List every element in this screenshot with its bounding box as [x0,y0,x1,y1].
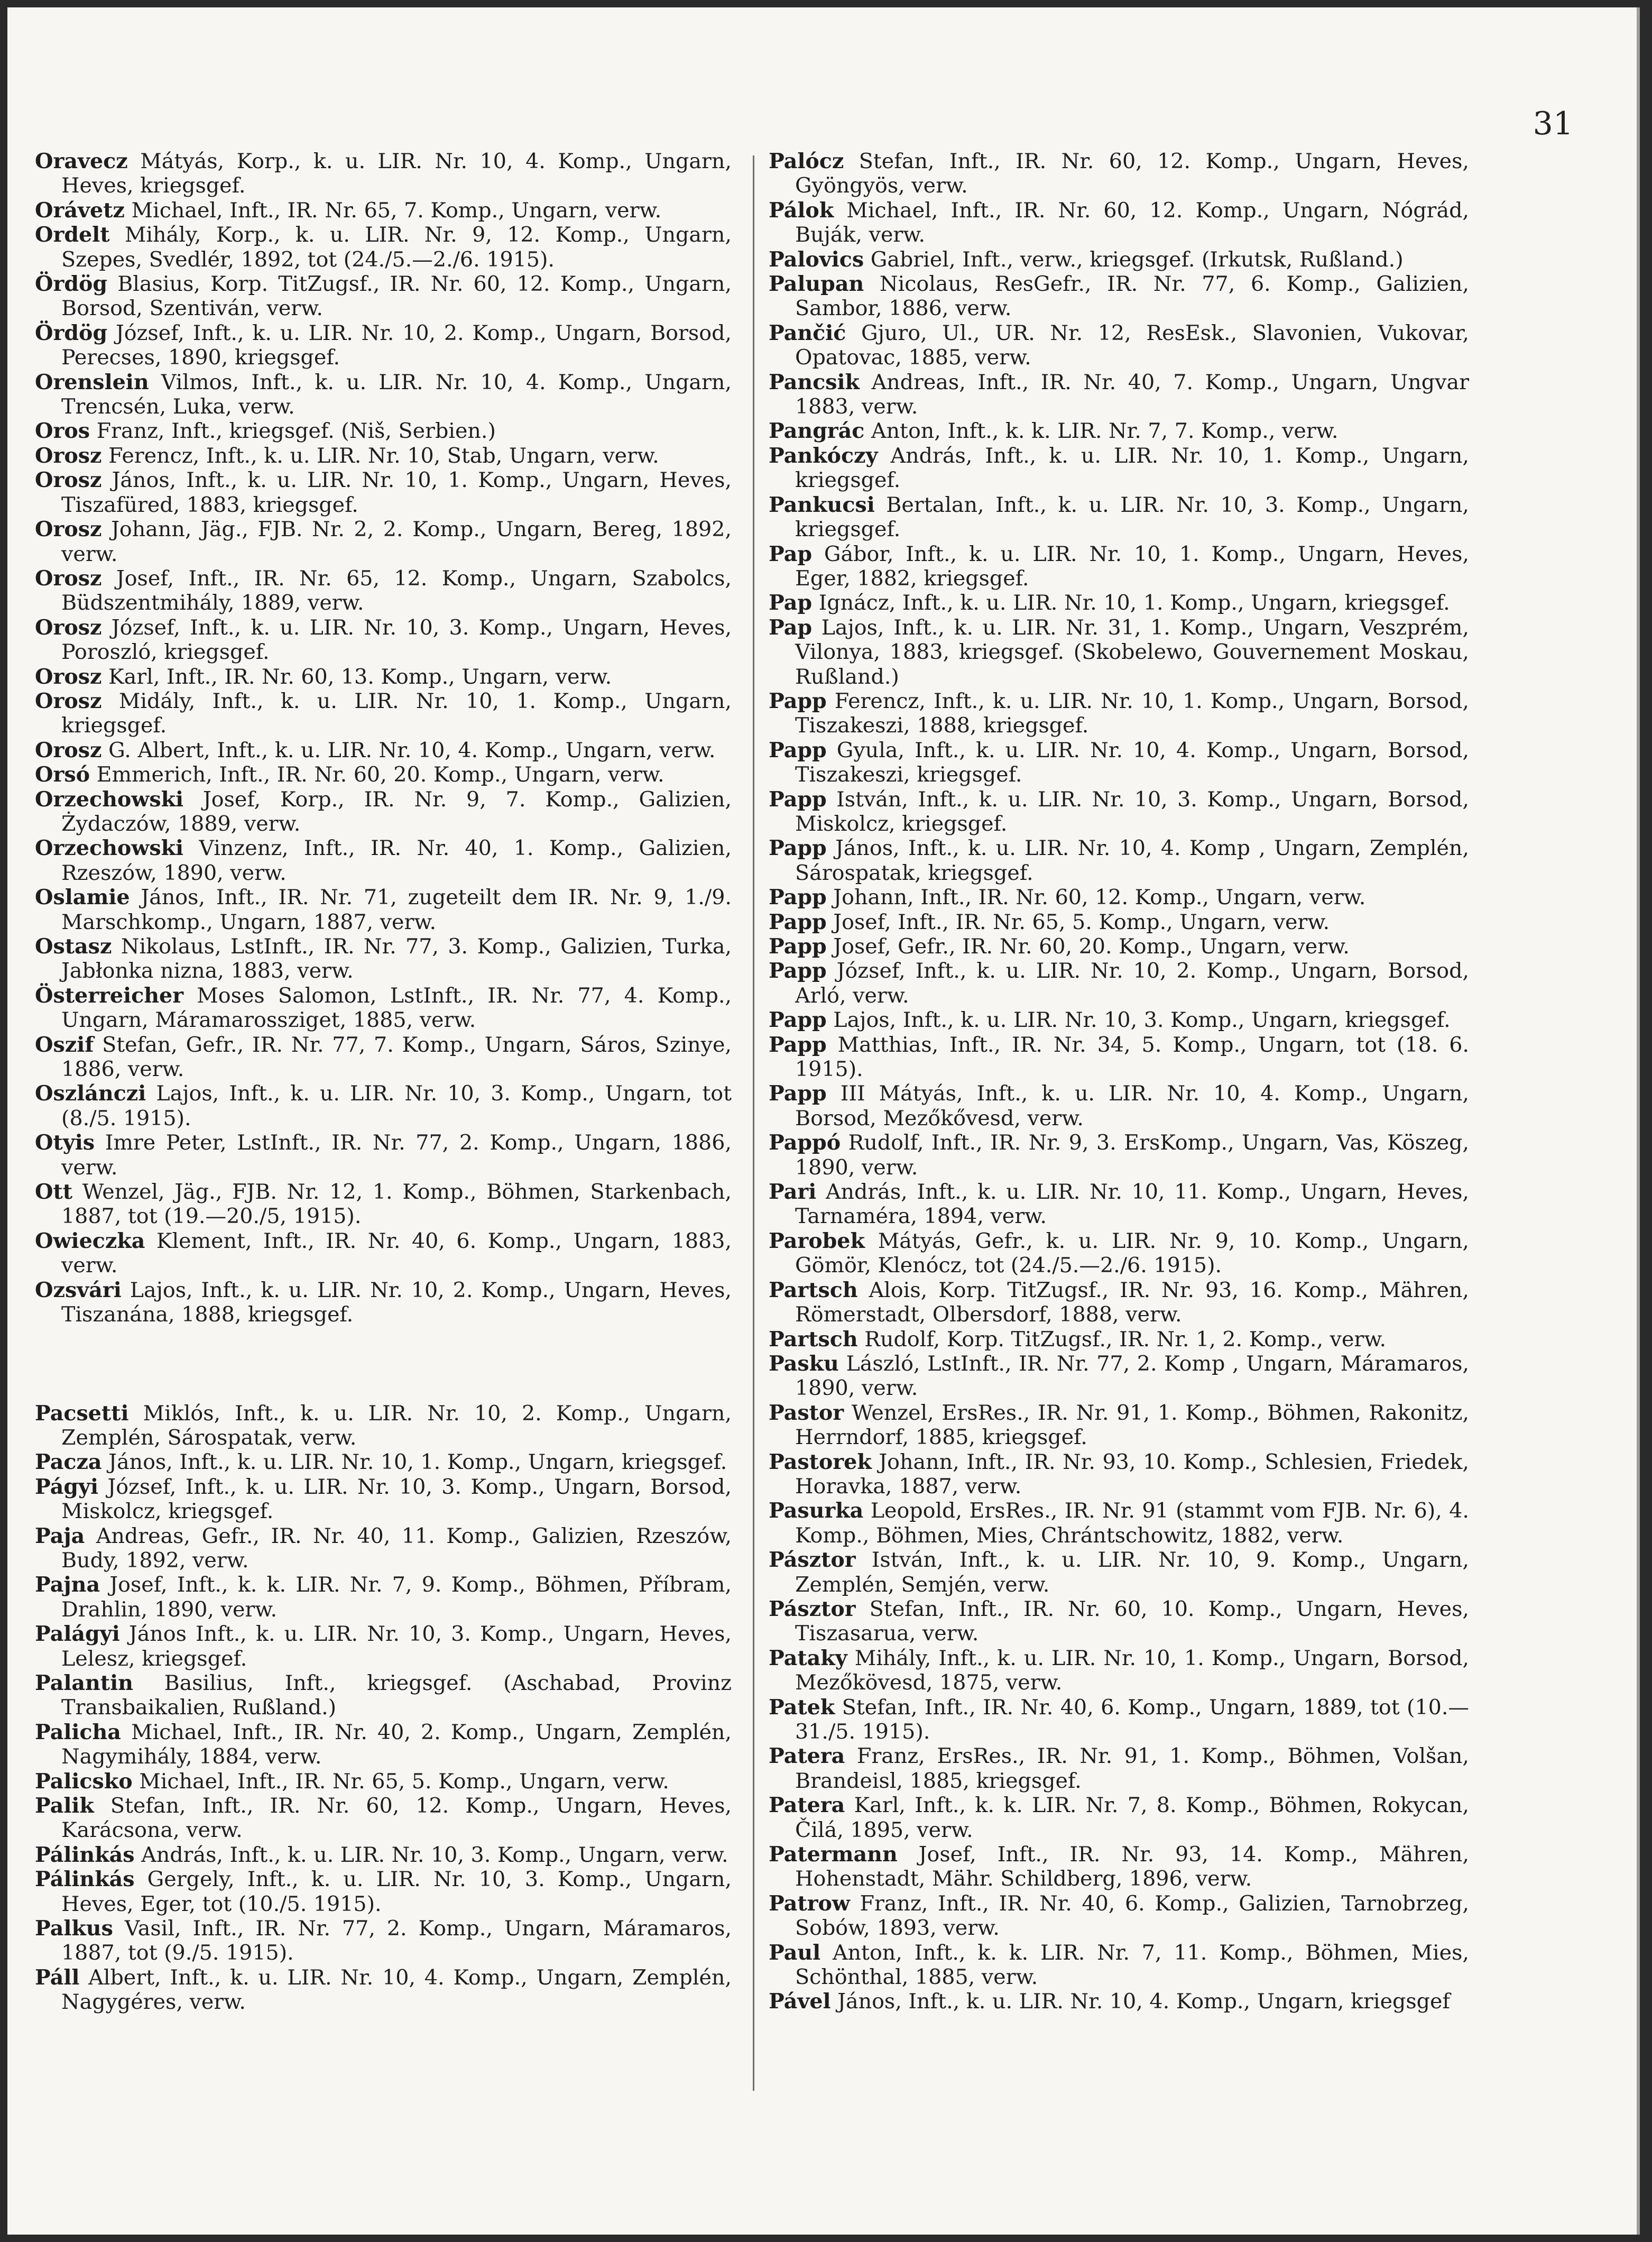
entry-details: III Mátyás, Inft., k. u. LIR. Nr. 10, 4. Komp., Ungarn, Borsod, Mezőkővesd, verw. [795,1081,1469,1131]
entry-surname: Papp [769,688,827,713]
register-entry [35,1081,732,1131]
entry-surname: Patermann [769,1842,898,1867]
register-entry [35,370,732,419]
entry-surname: Páll [35,1965,80,1990]
register-entry [35,934,732,984]
entry-surname: Pankóczy [769,443,878,468]
entry-surname: Pacsetti [35,1401,129,1426]
register-entry [35,321,732,370]
register-entry [769,1744,1469,1793]
entry-surname: Pap [769,615,813,640]
entry-details: Stefan, Inft., IR. Nr. 60, 10. Komp., Ungarn, Heves, Tiszasarua, verw. [795,1596,1469,1646]
entry-details: Josef, Korp., IR. Nr. 9, 7. Komp., Galizien, Żydaczów, 1889, verw. [61,787,732,836]
entry-details: István, Inft., k. u. LIR. Nr. 10, 9. Komp., Ungarn, Zemplén, Semjén, verw. [795,1548,1469,1597]
register-entry [35,566,732,615]
entry-surname: Pančić [769,320,846,345]
entry-surname: Partsch [769,1327,858,1352]
register-entry [769,836,1469,885]
entry-surname: Papp [769,959,827,984]
entry-surname: Pásztor [769,1596,856,1621]
entry-details: Mátyás, Gefr., k. u. LIR. Nr. 9, 10. Komp., Ungarn, Gömör, Klenócz, tot (24./5.—2./6. 1915). [795,1228,1469,1278]
entry-details: Emmerich, Inft., IR. Nr. 60, 20. Komp., Ungarn, verw. [96,762,665,787]
entry-surname: Pajna [35,1573,100,1597]
entry-surname: Owieczka [35,1228,145,1253]
entry-surname: Pangrác [769,419,865,444]
entry-surname: Pálinkás [35,1867,135,1892]
entry-details: Franz, Inft., kriegsgef. (Niš, Serbien.) [96,419,496,444]
register-entry [769,689,1469,738]
entry-details: Mátyás, Korp., k. u. LIR. Nr. 10, 4. Komp., Ungarn, Heves, kriegsgef. [61,149,732,198]
entry-surname: Papp [769,885,827,910]
entry-details: Stefan, Gefr., IR. Nr. 77, 7. Komp., Ungarn, Sáros, Szinye, 1886, verw. [61,1032,732,1082]
register-entry [769,1548,1469,1597]
register-entry [35,1573,732,1622]
entry-surname: Patera [769,1744,845,1769]
entry-details: Rudolf, Korp. TitZugsf., IR. Nr. 1, 2. Komp., verw. [864,1327,1387,1352]
register-entry [769,1842,1469,1891]
entry-details: Michael, Inft., IR. Nr. 65, 7. Komp., Ungarn, verw. [131,198,662,223]
entry-details: Leopold, ErsRes., IR. Nr. 91 (stammt vom FJB. Nr. 6), 4. Komp., Böhmen, Mies, Chrántschowitz, 1882, verw. [795,1499,1469,1548]
entry-details: Michael, Inft., IR. Nr. 40, 2. Komp., Ungarn, Zemplén, Nagymihály, 1884, verw. [61,1720,732,1769]
entry-surname: Pari [769,1180,817,1205]
register-entry [769,1597,1469,1646]
entry-details: János, Inft., k. u. LIR. Nr. 10, 1. Komp., Ungarn, Heves, Tiszafüred, 1883, kriegsgef. [61,468,732,517]
entry-surname: Orosz [35,443,102,468]
entry-surname: Ostasz [35,934,112,959]
entry-surname: Orosz [35,688,102,713]
entry-details: Imre Peter, LstInft., IR. Nr. 77, 2. Komp., Ungarn, 1886, verw. [61,1131,732,1180]
entry-details: Basilius, Inft., kriegsgef. (Aschabad, Provinz Transbaikalien, Rußland.) [61,1670,732,1720]
register-entry [769,1131,1469,1180]
entry-surname: Pap [769,541,813,566]
entry-details: Miklós, Inft., k. u. LIR. Nr. 10, 2. Komp., Ungarn, Zemplén, Sárospatak, verw. [61,1401,732,1450]
register-entry [35,1033,732,1082]
entry-details: Franz, ErsRes., IR. Nr. 91, 1. Komp., Böhmen, Volšan, Brandeisl, 1885, kriegsgef. [795,1744,1469,1793]
entry-surname: Pásztor [769,1548,856,1573]
register-entry [35,689,732,738]
entry-details: András, Inft., k. u. LIR. Nr. 10, 11. Komp., Ungarn, Heves, Tarnaméra, 1894, verw. [795,1180,1469,1229]
register-entry [769,272,1469,321]
entry-details: Midály, Inft., k. u. LIR. Nr. 10, 1. Komp., Ungarn, kriegsgef. [61,688,732,738]
entry-details: László, LstInft., IR. Nr. 77, 2. Komp , Ungarn, Máramaros, 1890, verw. [795,1351,1469,1401]
entry-details: József, Inft., k. u. LIR. Nr. 10, 3. Komp., Ungarn, Borsod, Miskolcz, kriegsgef. [61,1474,732,1524]
entry-surname: Paul [769,1940,821,1965]
entry-surname: Orsó [35,762,90,787]
entry-details: Gergely, Inft., k. u. LIR. Nr. 10, 3. Komp., Ungarn, Heves, Eger, tot (10./5. 1915). [61,1867,732,1916]
register-entry [769,1989,1469,2014]
entry-surname: Patrow [769,1891,850,1916]
entry-surname: Pastor [769,1400,844,1425]
register-entry [35,738,732,762]
register-entry [769,1352,1469,1401]
register-entry [35,1794,732,1843]
entry-details: Vinzenz, Inft., IR. Nr. 40, 1. Komp., Galizien, Rzeszów, 1890, verw. [61,836,732,885]
register-entry [35,787,732,837]
entry-details: Anton, Inft., k. k. LIR. Nr. 7, 7. Komp., verw. [871,419,1339,444]
register-entry [35,1180,732,1229]
entry-details: Nikolaus, LstInft., IR. Nr. 77, 3. Komp., Galizien, Turka, Jabłonka nizna, 1883, verw. [61,934,732,984]
entry-surname: Orosz [35,664,102,689]
register-entry [35,1867,732,1916]
entry-details: István, Inft., k. u. LIR. Nr. 10, 3. Komp., Ungarn, Borsod, Miskolcz, kriegsgef. [795,787,1470,836]
entry-surname: Orzechowski [35,787,184,812]
register-entry [35,762,732,787]
entry-details: Ferencz, Inft., k. u. LIR. Nr. 10, Stab, Ungarn, verw. [108,443,659,468]
entry-surname: Papp [769,1008,827,1033]
entry-surname: Orenslein [35,370,149,394]
register-entry [769,1327,1469,1352]
entry-surname: Palovics [769,247,864,272]
register-entry [35,1278,732,1327]
entry-details: Stefan, Inft., IR. Nr. 60, 12. Komp., Ungarn, Heves, Karácsona, verw. [61,1794,732,1843]
register-entry [769,910,1469,934]
entry-details: Stefan, Inft., IR. Nr. 40, 6. Komp., Ungarn, 1889, tot (10.—31./5. 1915). [795,1695,1469,1744]
entry-details: Klement, Inft., IR. Nr. 40, 6. Komp., Ungarn, 1883, verw. [61,1228,732,1278]
register-entry [769,198,1469,247]
register-entry [769,1401,1469,1450]
register-entry [769,738,1469,787]
entry-surname: Papp [769,787,827,812]
entry-details: Wenzel, ErsRes., IR. Nr. 91, 1. Komp., Böhmen, Rakonitz, Herrndorf, 1885, kriegsgef. [795,1400,1469,1450]
entry-details: Vilmos, Inft., k. u. LIR. Nr. 10, 4. Komp., Ungarn, Trencsén, Luka, verw. [61,370,732,419]
entry-surname: Oslamie [35,885,130,910]
entry-surname: Ördög [35,272,108,297]
register-entry [769,493,1469,542]
entry-surname: Palágyi [35,1622,120,1647]
entry-details: Vasil, Inft., IR. Nr. 77, 2. Komp., Ungarn, Máramaros, 1887, tot (9./5. 1915). [61,1916,732,1965]
entry-details: János, Inft., k. u. LIR. Nr. 10, 4. Komp , Ungarn, Zemplén, Sárospatak, kriegsgef. [795,836,1469,885]
entry-surname: Paja [35,1523,85,1548]
register-entry [35,615,732,665]
entry-details: Bertalan, Inft., k. u. LIR. Nr. 10, 3. Komp., Ungarn, kriegsgef. [795,492,1469,542]
register-entry [35,1720,732,1769]
register-entry [35,1524,732,1573]
register-entry [35,1450,732,1474]
left-column [35,149,732,2015]
entry-details: Karl, Inft., k. k. LIR. Nr. 7, 8. Komp., Böhmen, Rokycan, Čilá, 1895, verw. [795,1793,1469,1842]
register-entry [769,1695,1469,1744]
entry-details: G. Albert, Inft., k. u. LIR. Nr. 10, 4. Komp., Ungarn, verw. [108,738,716,762]
entry-details: Rudolf, Inft., IR. Nr. 9, 3. ErsKomp., Ungarn, Vas, Köszeg, 1890, verw. [795,1131,1469,1180]
entry-details: Albert, Inft., k. u. LIR. Nr. 10, 4. Komp., Ungarn, Zemplén, Nagygéres, verw. [61,1965,732,2015]
entry-details: Matthias, Inft., IR. Nr. 34, 5. Komp., Ungarn, tot (18. 6. 1915). [795,1032,1469,1082]
entry-surname: Pável [769,1989,831,2014]
entry-details: Johann, Inft., IR. Nr. 60, 12. Komp., Ungarn, verw. [833,885,1366,910]
entry-surname: Oravecz [35,149,128,173]
register-entry [35,1131,732,1180]
entry-surname: Pálinkás [35,1842,135,1867]
entry-surname: Papp [769,738,827,762]
register-entry [769,1278,1469,1327]
entry-details: Gabriel, Inft., verw., kriegsgef. (Irkutsk, Rußland.) [870,247,1404,272]
entry-details: Josef, Inft., IR. Nr. 93, 14. Komp., Mähren, Hohenstadt, Mähr. Schildberg, 1896, verw. [795,1842,1469,1891]
entry-details: Wenzel, Jäg., FJB. Nr. 12, 1. Komp., Böhmen, Starkenbach, 1887, tot (19.—20./5, 1915). [61,1180,732,1229]
register-entry [769,419,1469,443]
entry-details: József, Inft., k. u. LIR. Nr. 10, 2. Komp., Ungarn, Borsod, Arló, verw. [795,959,1469,1008]
section-gap [35,1327,732,1401]
entry-details: János, Inft., k. u. LIR. Nr. 10, 1. Komp., Ungarn, kriegsgef. [108,1450,727,1475]
entry-surname: Papp [769,1081,827,1106]
register-entry [35,984,732,1033]
register-entry [35,468,732,517]
entry-surname: Partsch [769,1278,858,1302]
register-entry [35,272,732,321]
register-entry [35,198,732,223]
entry-details: Gábor, Inft., k. u. LIR. Nr. 10, 1. Komp., Ungarn, Heves, Eger, 1882, kriegsgef. [795,541,1469,591]
register-entry [769,1646,1469,1695]
entry-details: József, Inft., k. u. LIR. Nr. 10, 3. Komp., Ungarn, Heves, Poroszló, kriegsgef. [61,615,732,665]
entry-details: Gyula, Inft., k. u. LIR. Nr. 10, 4. Komp., Ungarn, Borsod, Tiszakeszi, kriegsgef. [795,738,1469,787]
entry-details: József, Inft., k. u. LIR. Nr. 10, 2. Komp., Ungarn, Borsod, Perecses, 1890, kriegsgef. [61,320,732,370]
register-entry [769,1081,1469,1131]
entry-surname: Pacza [35,1450,102,1475]
entry-details: Lajos, Inft., k. u. LIR. Nr. 10, 2. Komp., Ungarn, Heves, Tiszanána, 1888, kriegsgef. [61,1278,732,1327]
entry-details: Michael, Inft., IR. Nr. 60, 12. Komp., Ungarn, Nógrád, Buják, verw. [795,198,1469,247]
entry-surname: Papp [769,1032,827,1057]
register-entry [769,247,1469,272]
entry-surname: Pastorek [769,1449,872,1474]
register-entry [769,591,1469,615]
entry-details: Ferencz, Inft., k. u. LIR. Nr. 10, 1. Komp., Ungarn, Borsod, Tiszakeszi, 1888, kriegsgef. [795,688,1469,738]
register-entry [35,1965,732,2015]
register-entry [769,885,1469,909]
entry-details: Josef, Inft., IR. Nr. 65, 12. Komp., Ungarn, Szabolcs, Büdszentmihály, 1889, verw. [61,566,732,615]
register-entry [769,1229,1469,1278]
entry-surname: Pálok [769,198,834,223]
entry-surname: Pasurka [769,1499,864,1523]
entry-surname: Palantin [35,1670,133,1695]
register-entry [35,444,732,468]
entry-details: András, Inft., k. u. LIR. Nr. 10, 3. Komp., Ungarn, verw. [141,1842,728,1867]
register-entry [35,885,732,934]
entry-details: János, Inft., IR. Nr. 71, zugeteilt dem IR. Nr. 9, 1./9. Marschkomp., Ungarn, 1887, verw. [61,885,732,934]
entry-surname: Palicsko [35,1769,133,1794]
entry-details: Lajos, Inft., k. u. LIR. Nr. 31, 1. Komp., Ungarn, Veszprém, Vilonya, 1883, kriegsgef. (Skobelewo, Gouvernement Moskau, Rußland.) [795,615,1469,689]
register-entry [35,1401,732,1450]
entry-details: Ignácz, Inft., k. u. LIR. Nr. 10, 1. Komp., Ungarn, kriegsgef. [818,591,1450,615]
entry-surname: Palkus [35,1916,113,1941]
register-entry [35,1916,732,1965]
entry-surname: Palócz [769,149,844,173]
register-entry [769,1499,1469,1548]
entry-details: Karl, Inft., IR. Nr. 60, 13. Komp., Ungarn, verw. [108,664,612,689]
entry-details: Josef, Inft., IR. Nr. 65, 5. Komp., Ungarn, verw. [833,909,1330,934]
entry-surname: Pap [769,591,813,615]
register-entry [35,836,732,885]
register-entry [35,1229,732,1278]
entry-surname: Pataky [769,1646,847,1670]
entry-surname: Ott [35,1180,73,1205]
entry-details: Josef, Gefr., IR. Nr. 60, 20. Komp., Ungarn, verw. [833,934,1350,959]
entry-surname: Orosz [35,615,102,640]
entry-details: Stefan, Inft., IR. Nr. 60, 12. Komp., Ungarn, Heves, Gyöngyös, verw. [795,149,1469,198]
entry-details: Moses Salomon, LstInft., IR. Nr. 77, 4. Komp., Ungarn, Máramarossziget, 1885, verw. [61,983,732,1033]
entry-details: Anton, Inft., k. k. LIR. Nr. 7, 11. Komp., Böhmen, Mies, Schönthal, 1885, verw. [795,1940,1469,1990]
register-entry [769,615,1469,689]
entry-surname: Orosz [35,517,102,542]
register-entry [35,1769,732,1794]
register-entry [769,1793,1469,1842]
entry-surname: Pasku [769,1351,839,1376]
entry-surname: Otyis [35,1131,95,1155]
entry-details: Lajos, Inft., k. u. LIR. Nr. 10, 3. Komp., Ungarn, kriegsgef. [833,1008,1451,1033]
entry-details: Mihály, Inft., k. u. LIR. Nr. 10, 1. Komp., Ungarn, Borsod, Mezőkövesd, 1875, verw. [795,1646,1469,1695]
entry-surname: Parobek [769,1228,865,1253]
register-entry [769,959,1469,1008]
entry-surname: Oszlánczi [35,1081,146,1106]
entry-details: Lajos, Inft., k. u. LIR. Nr. 10, 3. Komp., Ungarn, tot (8./5. 1915). [61,1081,732,1131]
entry-details: Johann, Inft., IR. Nr. 93, 10. Komp., Schlesien, Friedek, Horavka, 1887, verw. [795,1449,1469,1499]
entry-details: Blasius, Korp. TitZugsf., IR. Nr. 60, 12. Komp., Ungarn, Borsod, Szentiván, verw. [61,272,732,321]
register-entry [769,934,1469,959]
register-entry [35,517,732,566]
entry-details: Nicolaus, ResGefr., IR. Nr. 77, 6. Komp., Galizien, Sambor, 1886, verw. [795,272,1469,321]
register-entry [35,1671,732,1720]
entry-surname: Pappó [769,1131,841,1155]
register-entry [769,787,1469,837]
entry-surname: Orzechowski [35,836,184,861]
entry-surname: Orávetz [35,198,125,223]
entry-surname: Palicha [35,1720,121,1744]
entry-details: Michael, Inft., IR. Nr. 65, 5. Komp., Ungarn, verw. [139,1769,669,1794]
document-page [7,7,1640,2235]
entry-surname: Ordelt [35,223,110,247]
entry-details: Josef, Inft., k. k. LIR. Nr. 7, 9. Komp., Böhmen, Příbram, Drahlin, 1890, verw. [61,1573,732,1622]
register-entry [35,223,732,272]
entry-details: János Inft., k. u. LIR. Nr. 10, 3. Komp., Ungarn, Heves, Lelesz, kriegsgef. [61,1622,732,1671]
entry-surname: Págyi [35,1474,99,1499]
register-entry [35,1475,732,1524]
register-entry [769,444,1469,493]
register-entry [769,321,1469,370]
entry-surname: Papp [769,934,827,959]
register-entry [769,1033,1469,1082]
register-entry [769,1180,1469,1229]
register-entry [769,1891,1469,1941]
register-entry [35,1622,732,1671]
entry-surname: Pankucsi [769,492,875,517]
register-entry [769,1450,1469,1499]
right-column [769,149,1469,2014]
entry-surname: Orosz [35,468,102,493]
register-entry [769,1941,1469,1990]
entry-details: János, Inft., k. u. LIR. Nr. 10, 4. Komp., Ungarn, kriegsgef [837,1989,1451,2014]
entry-surname: Orosz [35,566,102,591]
page-number: 31 [1533,105,1573,142]
entry-details: Gjuro, Ul., UR. Nr. 12, ResEsk., Slavonien, Vukovar, Opatovac, 1885, verw. [795,320,1470,370]
entry-surname: Österreicher [35,983,184,1008]
entry-details: Andreas, Gefr., IR. Nr. 40, 11. Komp., Galizien, Rzeszów, Budy, 1892, verw. [61,1523,732,1573]
entry-details: Andreas, Inft., IR. Nr. 40, 7. Komp., Ungarn, Ungvar 1883, verw. [795,370,1469,419]
entry-details: Johann, Jäg., FJB. Nr. 2, 2. Komp., Ungarn, Bereg, 1892, verw. [61,517,732,566]
entry-surname: Oszif [35,1032,94,1057]
register-entry [769,149,1469,198]
entry-surname: Papp [769,836,827,861]
entry-surname: Patera [769,1793,845,1818]
entry-details: Mihály, Korp., k. u. LIR. Nr. 9, 12. Komp., Ungarn, Szepes, Svedlér, 1892, tot (24./5.—2./6. 1915). [61,223,732,272]
entry-surname: Patek [769,1695,835,1720]
register-entry [35,149,732,198]
entry-surname: Oros [35,419,90,444]
register-entry [769,370,1469,419]
entry-surname: Ozsvári [35,1278,122,1302]
register-entry [35,1843,732,1867]
entry-surname: Palupan [769,272,864,297]
entry-details: András, Inft., k. u. LIR. Nr. 10, 1. Komp., Ungarn, kriegsgef. [795,443,1469,493]
entry-details: Alois, Korp. TitZugsf., IR. Nr. 93, 16. Komp., Mähren, Römerstadt, Olbersdorf, 1888, verw. [795,1278,1469,1327]
register-entry [769,1008,1469,1032]
register-entry [35,665,732,689]
entry-surname: Palik [35,1794,94,1818]
entry-surname: Pancsik [769,370,860,394]
entry-surname: Ördög [35,320,108,345]
register-entry [769,542,1469,591]
entry-surname: Papp [769,909,827,934]
register-entry [35,419,732,443]
entry-details: Franz, Inft., IR. Nr. 40, 6. Komp., Galizien, Tarnobrzeg, Sobów, 1893, verw. [795,1891,1469,1941]
column-divider [753,155,754,2091]
entry-surname: Orosz [35,738,102,762]
